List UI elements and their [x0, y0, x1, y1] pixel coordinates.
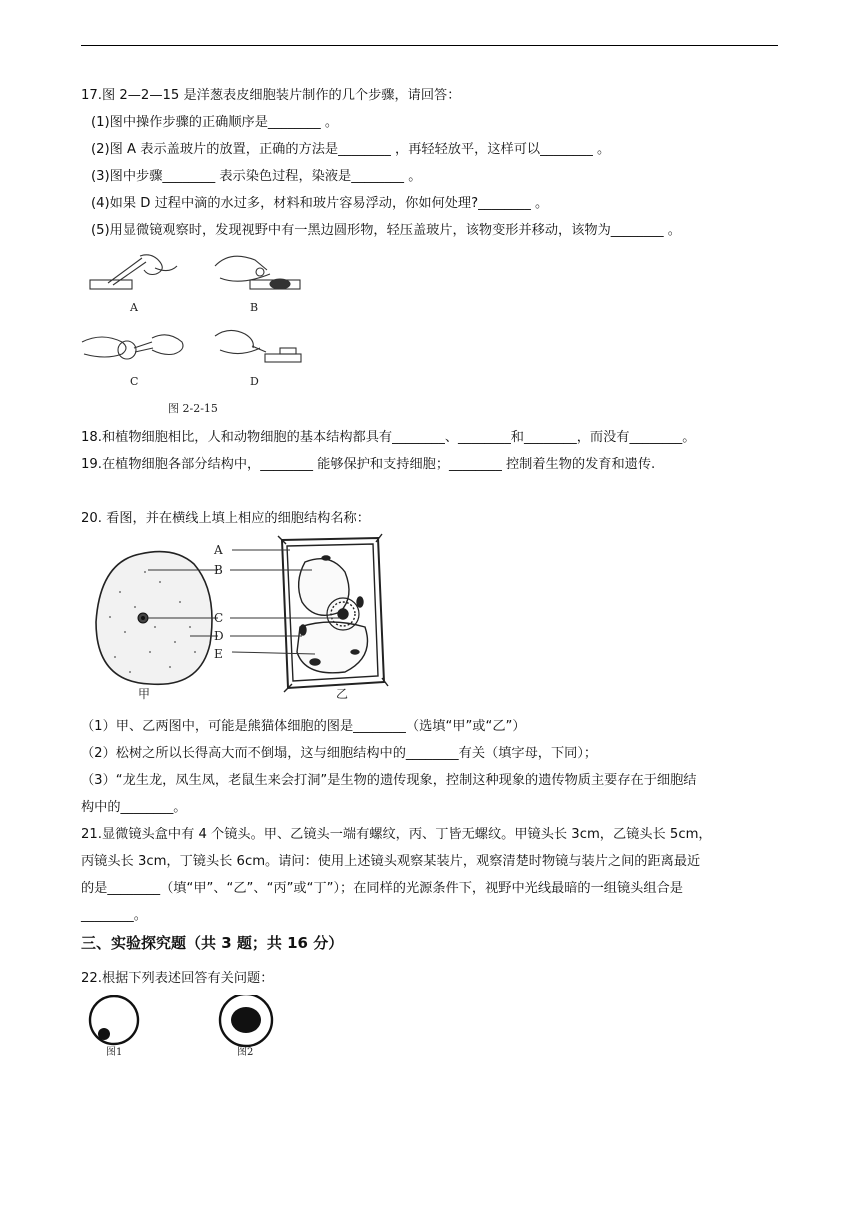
label-d: D	[214, 629, 224, 643]
q17-figure	[80, 250, 310, 418]
label-b: B	[214, 563, 223, 577]
fig2-label: 图2	[237, 1047, 254, 1058]
step-c-label: C	[130, 375, 139, 388]
q17-sub4: (4)如果 D 过程中滴的水过多，材料和玻片容易浮动，你如何处理?________ 。	[91, 196, 549, 211]
plant-cell	[278, 534, 388, 692]
q21-line1: 21.显微镜头盒中有 4 个镜头。甲、乙镜头一端有螺纹，丙、丁皆无螺纹。甲镜头长 3cm，乙镜头长 5cm，	[81, 827, 712, 842]
q22-figure	[84, 995, 284, 1059]
q19-text: 19.在植物细胞各部分结构中，________ 能够保护和支持细胞；________ 控制着生物的发育和遗传.	[81, 457, 656, 472]
q21-line4: ________。	[81, 908, 147, 923]
q17-sub1: (1)图中操作步骤的正确顺序是________ 。	[91, 115, 339, 130]
fig1-circle	[90, 996, 138, 1044]
step-c-illustration	[82, 335, 183, 359]
fig1-label: 图1	[106, 1047, 123, 1058]
q17-stem: 17.图 2—2—15 是洋葱表皮细胞装片制作的几个步骤，请回答：	[81, 88, 461, 103]
q17-sub3: (3)图中步骤________ 表示染色过程，染液是________ 。	[91, 169, 422, 184]
label-jia: 甲	[138, 687, 151, 701]
figure-caption: 图 2-2-15	[168, 402, 218, 415]
q17-sub5: (5)用显微镜观察时，发现视野中有一黑边圆形物，轻压盖玻片，该物变形并移动，该物为________ 。	[91, 223, 681, 238]
q20-sub2: （2）松树之所以长得高大而不倒塌，这与细胞结构中的________有关（填字母，下同）；	[81, 746, 598, 761]
section-heading: 三、实验探究题（共 3 题；共 16 分）	[81, 934, 344, 952]
fig2-circle	[220, 995, 272, 1046]
label-e: E	[214, 647, 223, 661]
label-yi: 乙	[336, 687, 349, 701]
q21-line2: 丙镜头长 3cm，丁镜头长 6cm。请问：使用上述镜头观察某装片，观察清楚时物镜与装片之间的距离最近	[81, 854, 701, 869]
step-a-illustration	[90, 255, 177, 289]
q22-stem: 22.根据下列表述回答有关问题：	[81, 971, 274, 986]
q20-sub3-line1: （3）“龙生龙，凤生凤，老鼠生来会打洞”是生物的遗传现象，控制这种现象的遗传物质主要存在于细胞结	[81, 773, 697, 788]
q21-line3: 的是________（填“甲”、“乙”、“丙”或“丁”）；在同样的光源条件下，视野中光线最暗的一组镜头组合是	[81, 881, 683, 896]
q20-figure	[90, 532, 390, 707]
header-rule	[81, 45, 778, 46]
q18-text: 18.和植物细胞相比，人和动物细胞的基本结构都具有________、________和________，而没有________。	[81, 430, 696, 445]
step-d-illustration	[215, 330, 301, 362]
q17-sub2: (2)图 A 表示盖玻片的放置，正确的方法是________ ，再轻轻放平，这样可以________ 。	[91, 142, 611, 157]
q20-sub1: （1）甲、乙两图中，可能是熊猫体细胞的图是________（选填“甲”或“乙”）	[81, 719, 526, 734]
q20-stem: 20. 看图，并在横线上填上相应的细胞结构名称：	[81, 511, 370, 526]
step-b-label: B	[250, 301, 259, 314]
label-c: C	[214, 611, 224, 625]
q20-sub3-line2: 构中的________。	[81, 800, 187, 815]
step-a-label: A	[130, 301, 138, 314]
label-a: A	[214, 543, 223, 557]
step-d-label: D	[250, 375, 259, 388]
step-b-illustration	[215, 256, 300, 289]
